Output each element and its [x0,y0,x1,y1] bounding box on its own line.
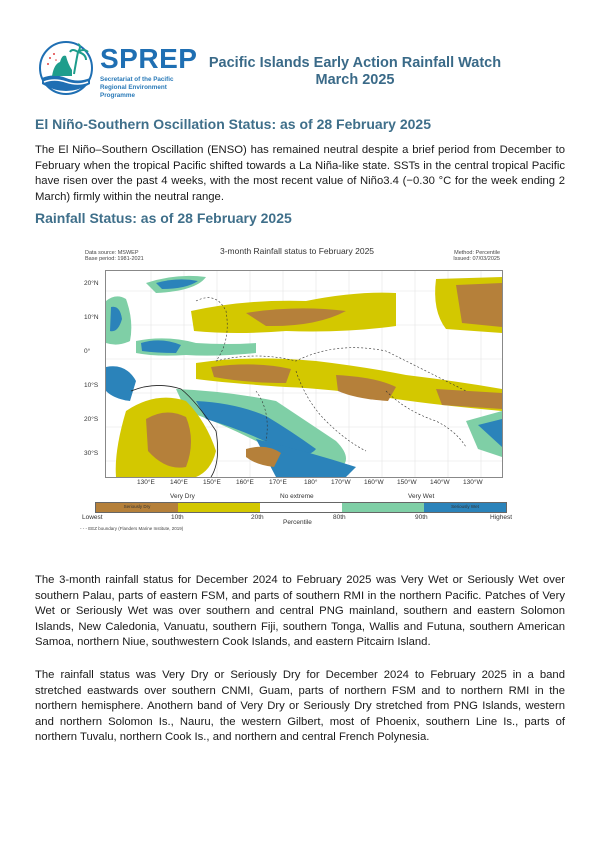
lon-label: 160°W [364,479,384,486]
rainfall-paragraph-dry: The rainfall status was Very Dry or Seriously Dry for December 2024 to February 2025 in a band stretched eastwards over southern CNMI, Guam, parts of northern FSM and to northern RMI in the northern hemisphere. Anothern band of Very Dry or Seriously Dry stretched from PNG Islands, western and northern Solomon Is., Nauru, the western Gilbert, most of Phoenix, southern Line Is., parts of northern Tuvalu, northern Cook Is., and northern and central French Polynesia. [35,669,565,744]
lon-label: 150°W [397,479,417,486]
legend-tick-label: 10th [171,514,184,521]
lat-label: 20°S [84,416,99,423]
rainfall-heading: Rainfall Status: as of 28 February 2025 [35,210,292,226]
logo-wordmark: SPREP [100,43,198,74]
lat-label: 0° [84,348,91,355]
document-title [205,55,505,89]
legend-tick-label: Highest [490,514,513,521]
lat-label: 10°S [84,382,99,389]
lat-label: 20°N [84,280,99,287]
enso-paragraph: The El Niño–Southern Oscillation (ENSO) has remained neutral despite a brief period from December to February when the tropical Pacific shifted towards a La Niña-like state. SSTs in the central tropical Pacific have risen over the past 4 weeks, with the most recent value of Niño3.4 (−0.30 °C for the week ending 2 March) firmly within the neutral range. [35,144,565,203]
data-source-line-1: Data source: MSWEP [85,250,139,256]
logo-subtitle: Secretariat of the Pacific Regional Environment Programme [100,76,174,99]
lon-label: 130°E [137,479,155,486]
rainfall-map-graphic [106,271,502,477]
legend-axis-label: Percentile [283,519,312,526]
lat-label: 30°S [84,450,99,457]
legend-segment [96,503,178,512]
legend-tick-label: 80th [333,514,346,521]
sprep-emblem-icon [38,40,98,96]
legend-tick-label: 20th [251,514,264,521]
lon-label: 150°E [203,479,221,486]
lat-label: 10°N [84,314,99,321]
legend-segment [260,503,342,512]
legend-tick-label: 90th [415,514,428,521]
legend-segment [178,503,260,512]
lon-label: 140°W [430,479,450,486]
sprep-logo [38,40,198,99]
map-canvas [105,270,503,478]
title-line-1: Pacific Islands Early Action Rainfall Watch [208,55,502,71]
lon-label: 160°E [236,479,254,486]
lon-label: 130°W [463,479,483,486]
lon-label: 170°W [331,479,351,486]
title-line-2: March 2025 [315,72,395,88]
lon-label: 180° [304,479,318,486]
lon-label: 140°E [170,479,188,486]
rainfall-paragraph-wet: The 3-month rainfall status for December 2024 to February 2025 was Very Wet or Seriously Wet over southern Palau, parts of eastern FSM, and parts of southern RMI in the northern Pacific. Patches of Very Wet or Seriously Wet was over southern and central PNG mainland, southern and eastern Solomon Islands, New Caledonia, Vanuatu, southern Fiji, southern Tonga, Wallis and Futuna, southern American Samoa, northern Niue, southwestern Cook Islands, and eastern Pitcairn Island. [35,574,565,649]
map-title: 3-month Rainfall status to February 2025 [220,246,375,256]
method-line: Method: Percentile [454,250,500,256]
issued-line: Issued: 07/03/2025 [453,256,500,262]
enso-heading: El Niño-Southern Oscillation Status: as of 28 February 2025 [35,116,431,132]
rainfall-status-map [80,240,520,532]
legend-segment-label: Seriously Dry [123,504,151,509]
legend-segment [424,503,506,512]
legend-segment [342,503,424,512]
legend-tick-label: Lowest [82,514,103,521]
legend-group-no-extreme: No extreme [280,493,314,500]
data-source-line-2: Base period: 1981-2021 [85,256,144,262]
legend-group-very-dry: Very Dry [170,493,195,500]
lon-label: 170°E [269,479,287,486]
legend-group-very-wet: Very Wet [408,493,435,500]
legend-segment-label: Seriously Wet [451,504,479,509]
percentile-legend-bar [95,502,507,513]
eez-footnote: - - - EEZ boundary (Flanders Marine Institute, 2019) [80,526,184,531]
